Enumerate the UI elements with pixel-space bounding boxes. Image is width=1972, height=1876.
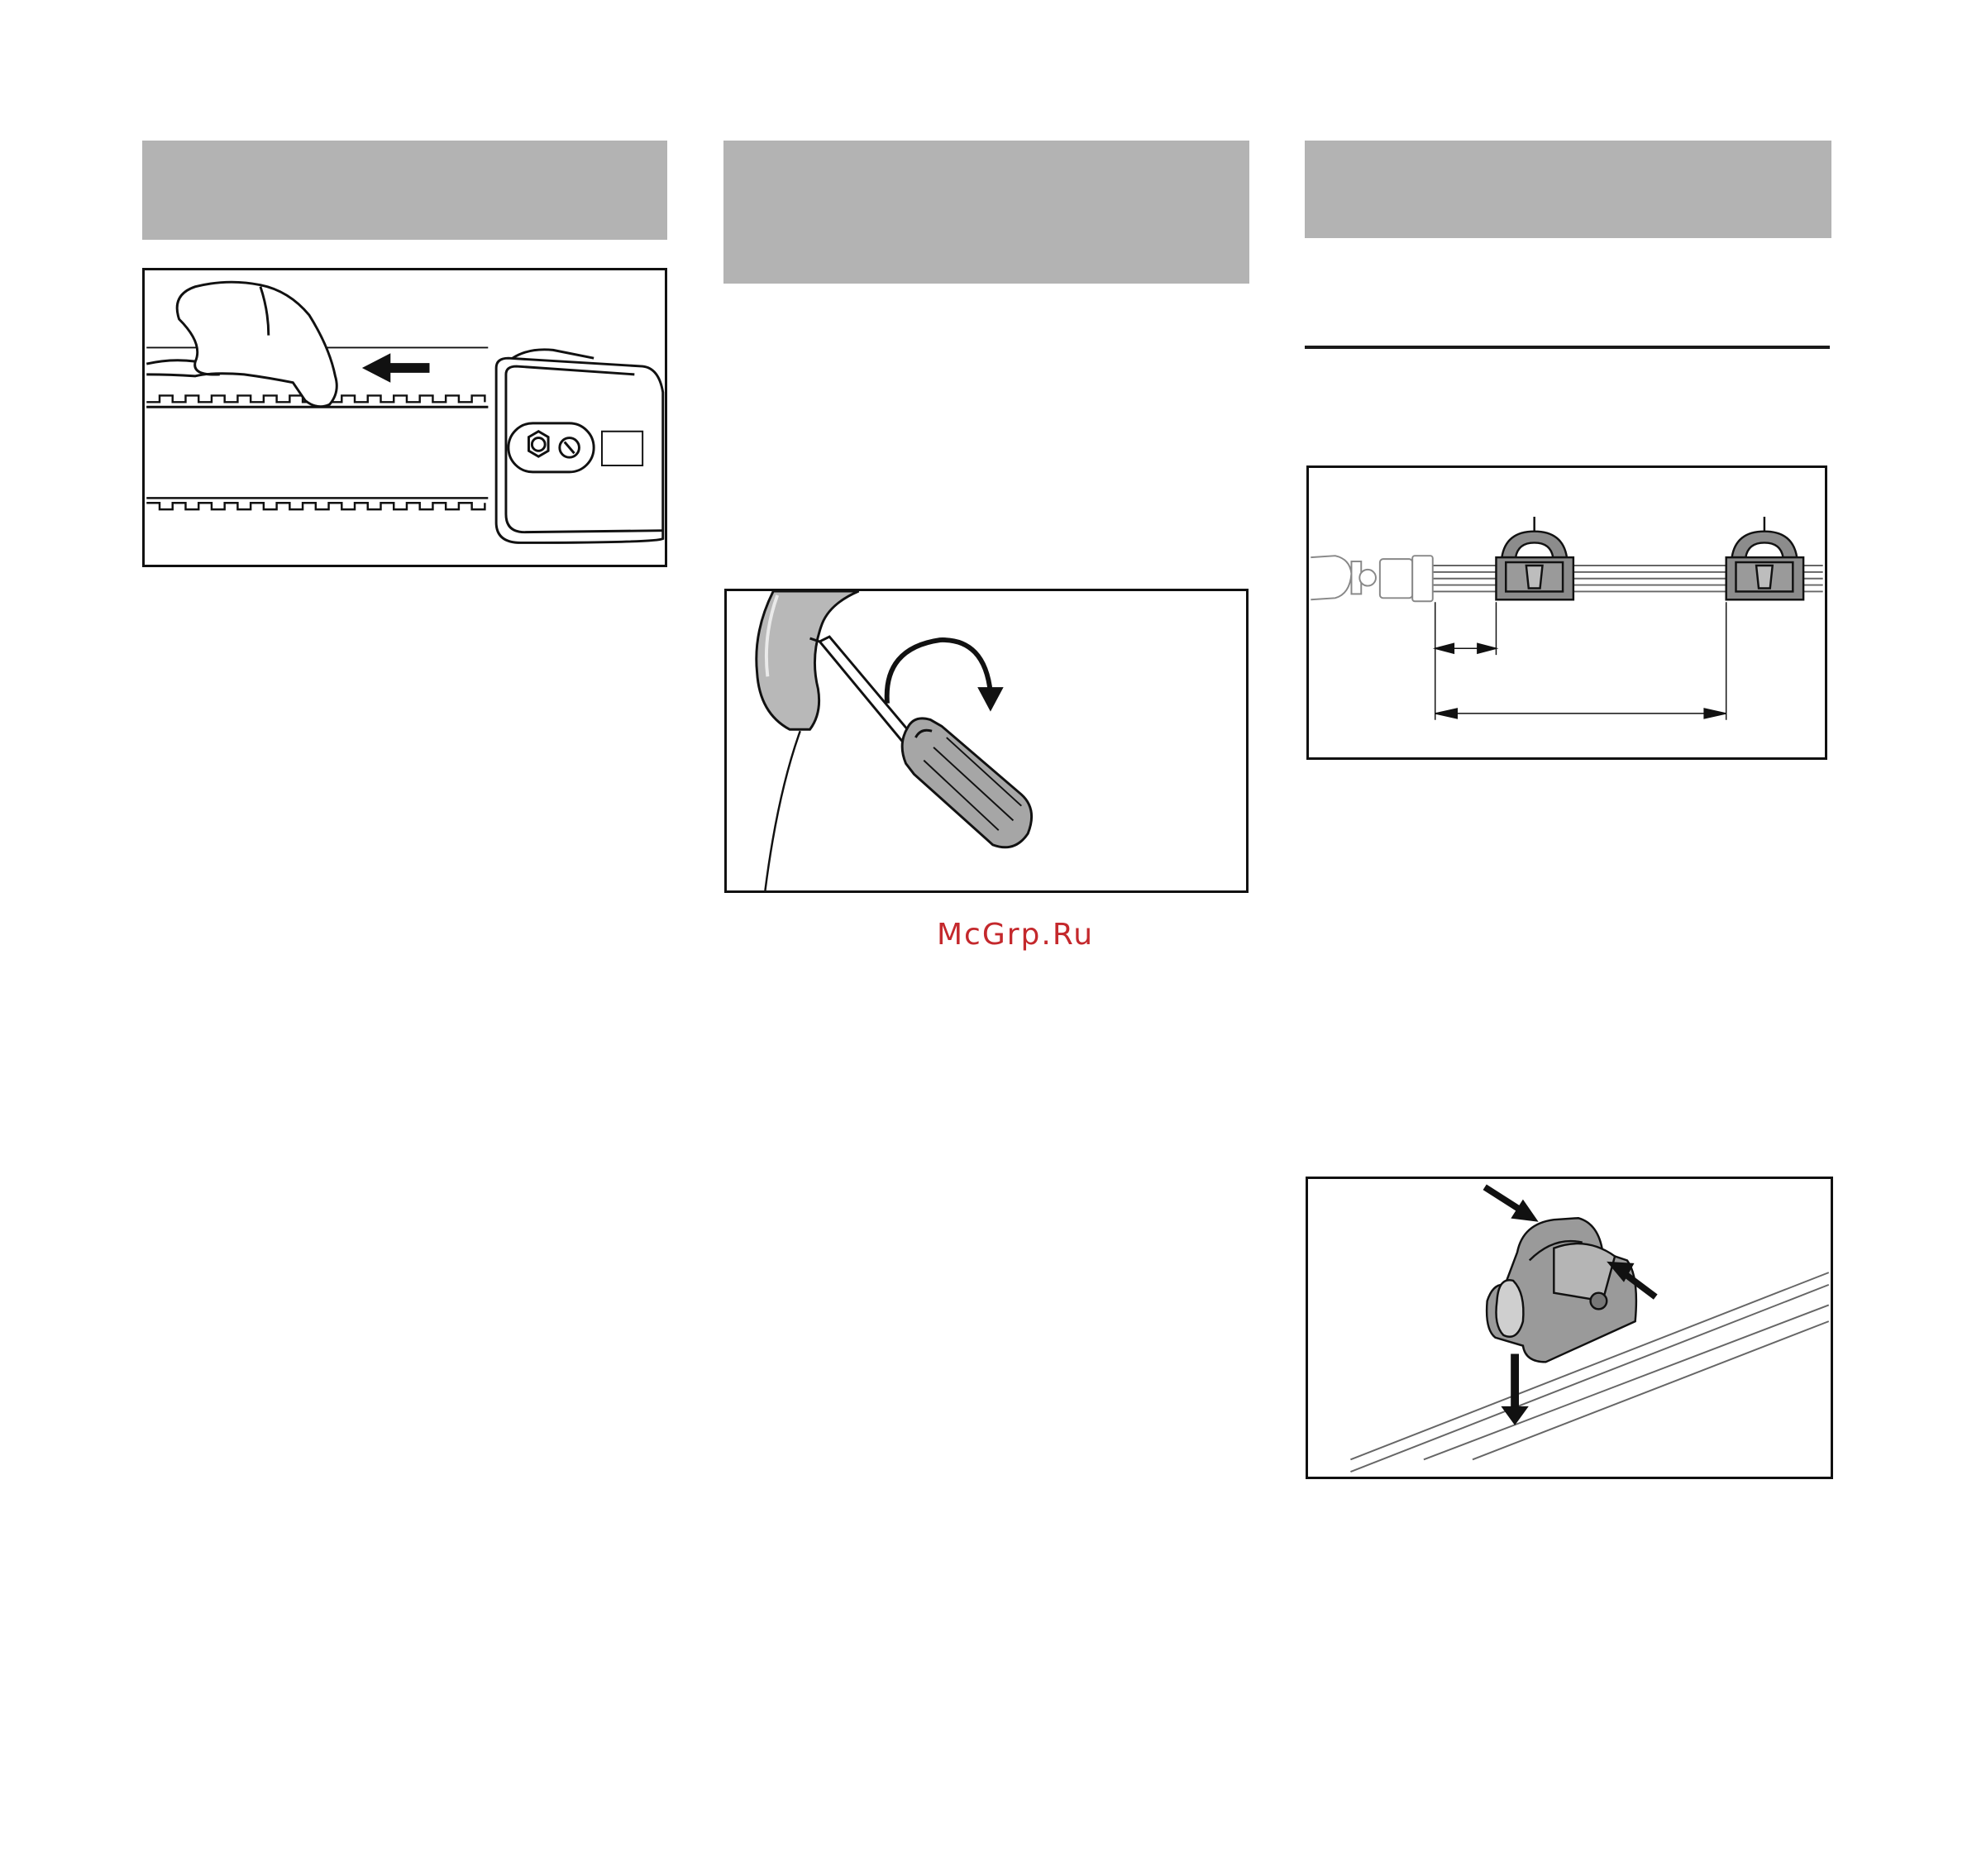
- motor-end: [1311, 556, 1432, 601]
- figure-clip-mounting: [1306, 1177, 1833, 1479]
- left-arrow-icon: [362, 353, 430, 382]
- hand-icon: [146, 282, 337, 407]
- chain-bar-illustration: [145, 270, 665, 565]
- clip-spacing-illustration: [1309, 468, 1825, 757]
- watermark-text: McGrp.Ru: [936, 918, 1095, 952]
- section-header-bar-1: [142, 141, 667, 240]
- dimension-arrows-icon: [1435, 602, 1726, 720]
- guard-part: [757, 591, 859, 890]
- figure-clip-spacing: [1306, 465, 1827, 760]
- screwdriver-icon: [810, 637, 1032, 847]
- horizontal-rule: [1305, 346, 1830, 349]
- figure-chain-tension-check: [142, 268, 667, 567]
- clip-2: [1726, 517, 1803, 599]
- chain-bottom: [146, 498, 488, 509]
- section-header-bar-2: [723, 141, 1249, 284]
- clip-mounting-illustration: [1308, 1179, 1831, 1477]
- curved-arrow-icon: [887, 640, 1004, 712]
- figure-screwdriver-adjustment: [724, 589, 1249, 893]
- screwdriver-illustration: [727, 591, 1246, 890]
- section-header-bar-3: [1305, 141, 1831, 238]
- clip-part: [1487, 1218, 1636, 1362]
- sprocket-cover: [496, 350, 663, 543]
- clip-1: [1496, 517, 1573, 599]
